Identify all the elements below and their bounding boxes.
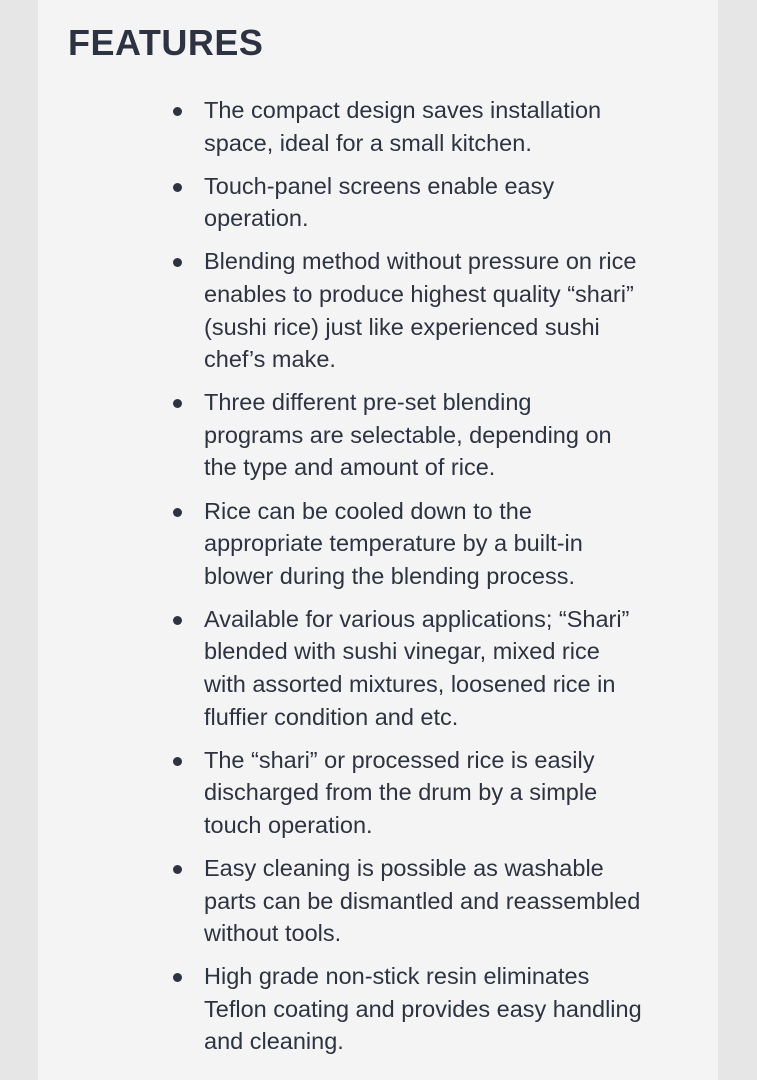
feature-item [38, 960, 718, 1058]
content-panel [38, 0, 718, 1080]
feature-text-line: touch operation. [204, 811, 373, 838]
feature-text-line: without tools. [204, 920, 342, 947]
feature-text-line: with assorted mixtures, loosened rice in [204, 671, 616, 697]
feature-text-line: parts can be dismantled and reassembled [204, 887, 641, 914]
feature-text-line: Available for various applications; “Shari” [204, 605, 630, 632]
feature-item [38, 245, 718, 375]
bullet-icon [173, 757, 182, 766]
bullet-icon [173, 399, 182, 408]
feature-text-line: Easy cleaning is possible as washable [204, 854, 604, 881]
feature-text-line: and cleaning. [204, 1028, 344, 1055]
bullet-icon [173, 973, 182, 982]
feature-item [38, 744, 718, 842]
feature-item [38, 170, 718, 235]
feature-text-line: discharged from the drum by a simple [204, 779, 598, 806]
feature-item [38, 94, 718, 159]
feature-item [38, 495, 718, 593]
feature-item [38, 603, 718, 733]
feature-text-line: fluffier condition and etc. [204, 703, 459, 730]
feature-text-line: the type and amount of rice. [204, 454, 496, 481]
bullet-icon [173, 183, 182, 192]
feature-text-line: chef’s make. [204, 346, 336, 373]
bullet-icon [173, 508, 182, 517]
feature-text-line: programs are selectable, depending on [204, 421, 612, 448]
feature-item [38, 386, 718, 484]
bullet-icon [173, 258, 182, 267]
feature-text-line: enables to produce highest quality “shari” [204, 280, 634, 307]
feature-text-line: High grade non-stick resin eliminates [204, 963, 590, 990]
feature-text-line: blended with sushi vinegar, mixed rice [204, 638, 600, 665]
feature-text-line: blower during the blending process. [204, 562, 576, 589]
bullet-icon [173, 865, 182, 874]
bullet-icon [173, 616, 182, 625]
feature-text-line: (sushi rice) just like experienced sushi [204, 313, 600, 340]
feature-text-line: The “shari” or processed rice is easily [204, 746, 595, 773]
feature-text-line: Teflon coating and provides easy handling [204, 995, 642, 1022]
bullet-icon [173, 107, 182, 116]
page-title: FEATURES [68, 22, 264, 63]
feature-text-line: The compact design saves installation [204, 97, 602, 123]
feature-text-line: Blending method without pressure on rice [204, 248, 637, 275]
feature-item [38, 852, 718, 950]
feature-text-line: space, ideal for a small kitchen. [204, 129, 532, 156]
feature-text-line: operation. [204, 205, 309, 232]
feature-text-line: Three different pre-set blending [204, 389, 532, 416]
feature-text-line: Rice can be cooled down to the [204, 497, 532, 524]
features-list [38, 94, 718, 1069]
feature-text-line: Touch-panel screens enable easy [204, 172, 555, 199]
feature-text-line: appropriate temperature by a built-in [204, 530, 583, 557]
